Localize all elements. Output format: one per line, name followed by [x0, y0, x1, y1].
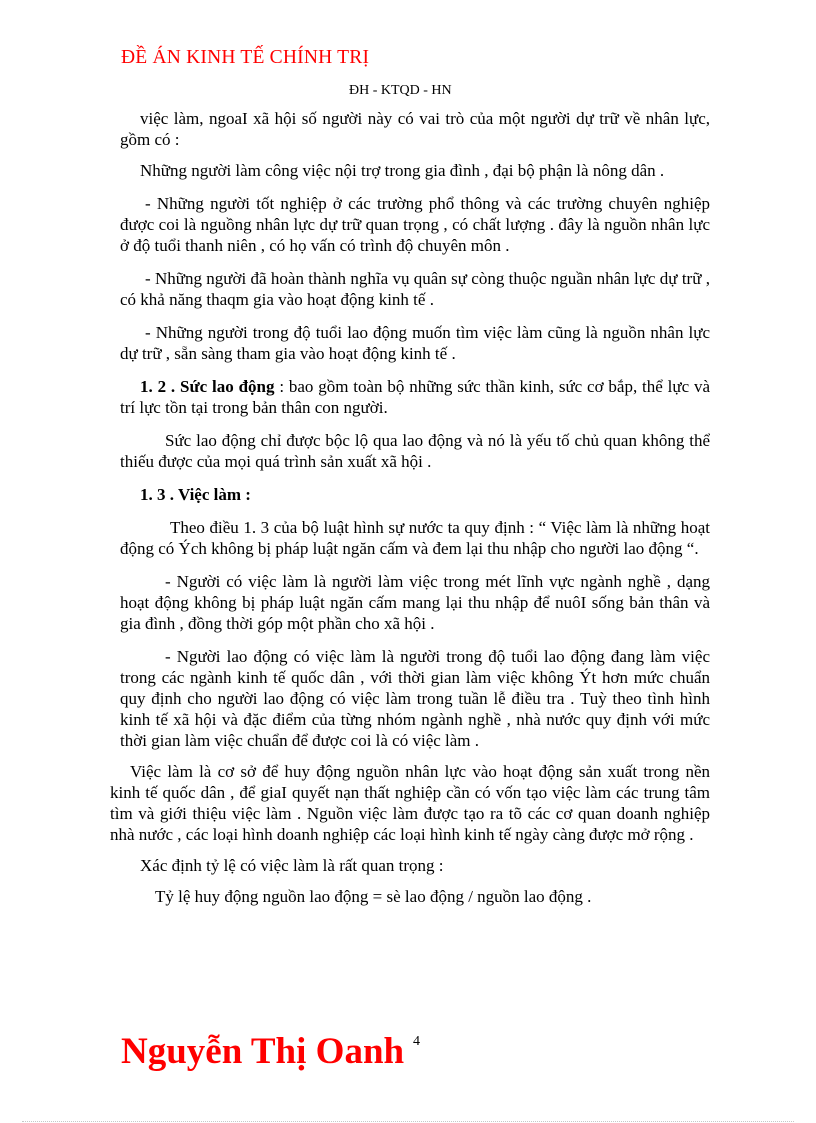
paragraph-housework: Những người làm công việc nội trợ trong gia đình , đại bộ phận là nông dân . — [140, 161, 665, 180]
page-number: 4 — [413, 1034, 420, 1049]
header-subtitle: ĐH - KTQD - HN — [349, 83, 452, 98]
section-1-3 — [120, 484, 710, 505]
section-1-2 — [120, 376, 710, 418]
header-title: ĐỀ ÁN KINH TẾ CHÍNH TRỊ — [121, 47, 370, 68]
paragraph-formula: Tỷ lệ huy động nguồn lao động = sè lao động / nguồn lao động . — [155, 887, 592, 906]
paragraph-intro: việc làm, ngoaI xã hội số người này có vai trò của một người dự trữ về nhân lực, gồm có : — [120, 109, 710, 149]
paragraph-graduates: - Những người tốt nghiệp ở các trường phổ thông và các trường chuyên nghiệp được coi là nguồng nhân lực dự trữ quan trọng , có chất lượng . đây là nguồn nhân lực ở độ tuổi thanh niên , có họ vấn có trình độ chuyên môn . — [120, 194, 710, 255]
paragraph-definition: Theo điều 1. 3 của bộ luật hình sự nước ta quy định : “ Việc làm là những hoạt động có Ých không bị pháp luật ngăn cấm và đem lại thu nhập cho người lao động “. — [120, 518, 710, 558]
paragraph-rate-importance: Xác định tỷ lệ có việc làm là rất quan trọng : — [140, 856, 444, 875]
section-1-3-heading: 1. 3 . Việc làm : — [140, 485, 251, 504]
paragraph-labor-power: Sức lao động chỉ được bộc lộ qua lao động và nó là yếu tố chủ quan không thể thiếu được của mọi quá trình sản xuất xã hội . — [120, 431, 710, 471]
document-body — [110, 108, 710, 907]
paragraph-mobilize: Việc làm là cơ sở để huy động nguồn nhân lực vào hoạt động sản xuất trong nền kinh tế quốc dân , để giaI quyết nạn thất nghiệp cần có vốn tạo việc làm các trung tâm tìm và giới thiệu việc làm . Nguồn việc làm được tạo ra tõ các cơ quan doanh nghiệp nhà nước , các loại hình doanh nghiệp các loại hình kinh tế ngày càng được mở rộng . — [110, 762, 710, 844]
section-1-2-text: : bao gồm toàn bộ những sức thần kinh, sức cơ bắp, thể lực và trí lực tồn tại trong bản thân con người. — [120, 377, 710, 417]
section-1-2-heading: 1. 2 . Sức lao động — [140, 377, 275, 396]
paragraph-military: - Những người đã hoàn thành nghĩa vụ quân sự còng thuộc nguần nhân lực dự trữ , có khả năng thaqm gia vào hoạt động kinh tế . — [120, 269, 710, 309]
paragraph-employed: - Người có việc làm là người làm việc trong mét lĩnh vực ngành nghề , dạng hoạt động không bị pháp luật ngăn cấm mang lại thu nhập để nuôI sống bản thân và gia đình , đồng thời góp một phần cho xã hội . — [120, 572, 710, 633]
paragraph-job-seekers: - Những người trong độ tuổi lao động muốn tìm việc làm cũng là nguồn nhân lực dự trữ , sẵn sàng tham gia vào hoạt động kinh tế . — [120, 323, 710, 363]
author-name: Nguyễn Thị Oanh — [121, 1031, 405, 1072]
paragraph-worker: - Người lao động có việc làm là người trong độ tuổi lao động đang làm việc trong các ngành kinh tế quốc dân , với thời gian làm việc không Ýt hơn mức chuẩn quy định cho người lao động có việc làm trong tuần lễ điều tra . Tuỳ theo tình hình kinh tế xã hội và đặc điểm của từng nhóm ngành nghề , nhà nước quy định với mức thời gian làm việc chuẩn để được coi là có việc làm . — [120, 647, 710, 750]
page-bottom-divider — [22, 1121, 794, 1122]
